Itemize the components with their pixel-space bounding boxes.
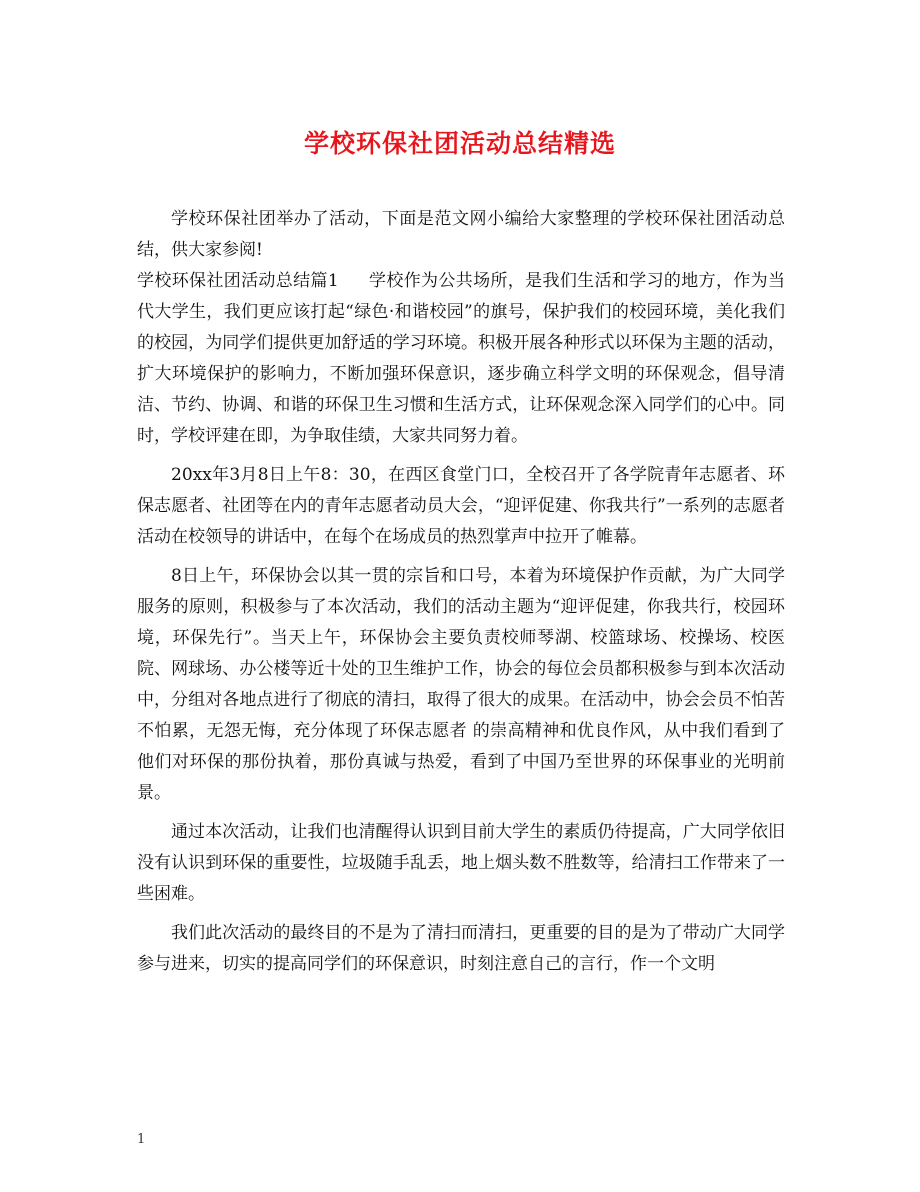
section-first-paragraph bbox=[137, 266, 785, 452]
intro-paragraph: 学校环保社团举办了活动，下面是范文网小编给大家整理的学校环保社团活动总结，供大家参阅! bbox=[137, 209, 785, 260]
body-paragraph: 20xx年3月8日上午8：30，在西区食堂门口，全校召开了各学院青年志愿者、环保志愿者、社团等在内的青年志愿者动员大会，“迎评促建、你我共行”一系列的志愿者活动在校领导的讲话中，在每个在场成员的热烈掌声中拉开了帷幕。 bbox=[137, 465, 785, 547]
page-number: 1 bbox=[137, 1132, 146, 1147]
section-first-text: 学校作为公共场所，是我们生活和学习的地方，作为当代大学生，我们更应该打起“绿色·和谐校园”的旗号，保护我们的校园环境，美化我们的校园，为同学们提供更加舒适的学习环境。积极开展各种形式以环保为主题的活动，扩大环境保护的影响力，不断加强环保意识，逐步确立科学文明的环保观念，倡导清洁、节约、协调、和谐的环保卫生习惯和生活方式，让环保观念深入同学们的心中。同时，学校评建在即，为争取佳绩，大家共同努力着。 bbox=[137, 271, 786, 446]
document-title: 学校环保社团活动总结精选 bbox=[303, 129, 616, 158]
body-paragraph: 通过本次活动，让我们也清醒得认识到目前大学生的素质仍待提高，广大同学依旧没有认识到环保的重要性，垃圾随手乱丢，地上烟头数不胜数等，给清扫工作带来了一些困难。 bbox=[137, 822, 785, 904]
section-label: 学校环保社团活动总结篇1 bbox=[137, 271, 339, 291]
body-paragraph: 8日上午，环保协会以其一贯的宗旨和口号，本着为环境保护作贡献，为广大同学服务的原则，积极参与了本次活动，我们的活动主题为“迎评促建，你我共行，校园环境，环保先行”。当天上午，环保协会主要负责校师琴湖、校篮球场、校操场、校医院、网球场、办公楼等近十处的卫生维护工作，协会的每位会员都积极参与到本次活动中，分组对各地点进行了彻底的清扫，取得了很大的成果。在活动中，协会会员不怕苦不怕累，无怨无悔，充分体现了环保志愿者 的崇高精神和优良作风，从中我们看到了他们对环保的那份执着，那份真诚与热爱，看到了中国乃至世界的环保事业的光明前景。 bbox=[137, 566, 785, 803]
document-body bbox=[137, 204, 785, 980]
body-paragraph: 我们此次活动的最终目的不是为了清扫而清扫，更重要的目的是为了带动广大同学参与进来，切实的提高同学们的环保意识，时刻注意自己的言行，作一个文明 bbox=[137, 923, 785, 974]
